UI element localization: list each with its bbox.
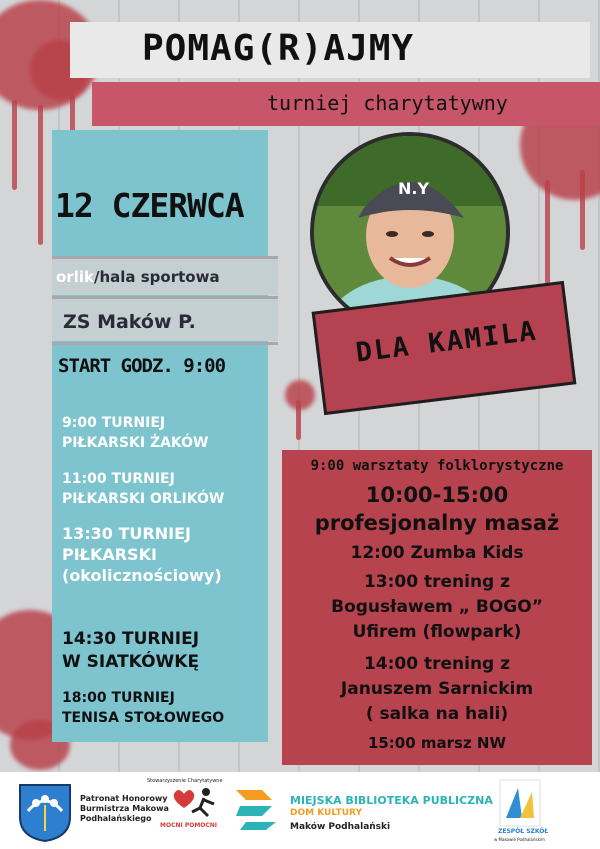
footer [0,772,600,849]
mocni-label: MOCNI POMOCNI [160,822,218,829]
for-kamil-label: DLA KAMILA [354,315,540,369]
event-line: profesjonalny masaż [314,511,560,535]
event-line: 13:00 trening z [363,572,511,592]
subtitle-banner [92,82,600,126]
schedule-item: 14:30 TURNIEJ W SIATKÓWKĘ [62,629,200,672]
event-line: Januszem Sarnickim [340,679,534,699]
title-banner [70,22,590,78]
schedule-item: 9:00 TURNIEJ PIŁKARSKI ŻAKÓW [62,415,209,451]
school-logo-icon [496,778,544,828]
venue-name: ZS Maków P. [63,311,196,333]
event-line: Bogusławem „ BOGO” [331,597,543,617]
schedule-item: 18:00 TURNIEJ TENISA STOŁOWEGO [62,690,225,726]
subtitle: turniej charytatywny [267,91,508,115]
event-line: 14:00 trening z [363,654,511,674]
page-title: POMAG(R)AJMY [142,28,415,69]
town-name: Maków Podhalański [290,822,391,832]
patronat-text: Patronat Honorowy Burmistrza Makowa Podhalańskiego [80,794,169,823]
start-time: START GODZ. 9:00 [58,355,226,377]
schedule-item: 11:00 TURNIEJ PIŁKARSKI ORLIKÓW [62,471,225,507]
culture-house: DOM KULTURY [290,808,362,818]
runner-heart-icon [170,786,220,822]
library-logo-icon [232,786,280,832]
divider [52,342,278,345]
event-line: Ufirem (flowpark) [352,622,522,642]
venue-line: orlik/hala sportowa [56,268,220,286]
event-line: 12:00 Zumba Kids [350,543,524,563]
event-line: 15:00 marsz NW [367,734,507,752]
coat-of-arms-icon [16,781,74,843]
school-town: w Makowie Podhalańskim [494,837,545,842]
event-date: 12 CZERWCA [55,186,244,225]
library-name: MIEJSKA BIBLIOTEKA PUBLICZNA [290,794,493,807]
event-line: 10:00-15:00 [365,483,509,507]
schedule-item: 13:30 TURNIEJ PIŁKARSKI (okolicznościowy) [62,524,222,585]
cap-logo: N.Y [398,179,430,198]
school-name: ZESPÓŁ SZKÓŁ [498,828,549,835]
event-line: 9:00 warsztaty folklorystyczne [310,458,564,474]
stow-label: Stowarzyszenie Charytatywne [147,778,223,784]
event-line: ( salka na hali) [365,704,509,724]
